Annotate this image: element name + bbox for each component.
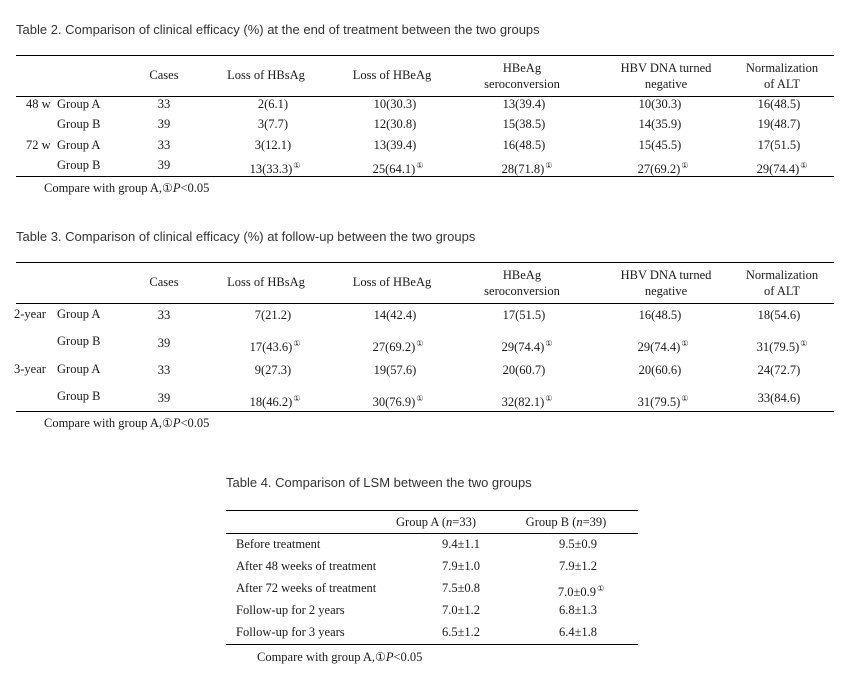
footnote-mark: ① <box>162 181 173 195</box>
significance-mark: ① <box>681 394 689 403</box>
table3-row1-c3: 17(51.5) <box>502 308 546 322</box>
table2-row3-period: 72 w <box>26 138 51 152</box>
significance-mark: ① <box>416 161 424 170</box>
table2-row4-cases: 39 <box>157 158 171 172</box>
table2-row3-c5: 17(51.5) <box>757 138 801 152</box>
table2-header-loss-hbeag: Loss of HBeAg <box>352 68 432 82</box>
significance-mark: ① <box>416 394 424 403</box>
footnote-mark: ① <box>375 650 386 664</box>
table4-row3-label: After 72 weeks of treatment <box>236 581 377 595</box>
footnote-prefix: Compare with group A, <box>257 650 376 664</box>
table3-row3-c3: 20(60.7) <box>502 363 546 377</box>
table2-row4-c5: 29(74.4) <box>756 162 800 177</box>
table2-row4-c1: 13(33.3) <box>249 162 293 177</box>
table3-row2-c3: 29(74.4) <box>501 340 545 355</box>
table2-row2-c5: 19(48.7) <box>757 117 801 131</box>
table2-header-hbeag-line1: HBeAg <box>502 61 542 75</box>
table3-header-alt-line1: Normalization <box>745 268 819 282</box>
footnote-p: P <box>172 181 181 195</box>
footnote-prefix: Compare with group A, <box>44 181 163 195</box>
significance-mark: ① <box>681 161 689 170</box>
significance-mark: ① <box>545 161 553 170</box>
table3-row4-c3: 32(82.1) <box>501 395 545 410</box>
table3-header-hbeag-line2: seroconversion <box>484 284 560 298</box>
table4-row5-a: 6.5±1.2 <box>441 625 481 639</box>
significance-mark: ① <box>545 339 553 348</box>
table2-row4-c4: 27(69.2) <box>637 162 681 177</box>
significance-mark: ① <box>293 161 301 170</box>
table3-row2-c1: 17(43.6) <box>249 340 293 355</box>
table3-row3-c1: 9(27.3) <box>254 363 292 377</box>
table4-row4-label: Follow-up for 2 years <box>236 603 345 617</box>
table4-row3-b: 7.0±0.9 <box>557 585 596 600</box>
table2-row3-c3: 16(48.5) <box>502 138 546 152</box>
table4-row1-label: Before treatment <box>236 537 321 551</box>
table3-row1-c5: 18(54.6) <box>757 308 801 322</box>
table3-row3-c5: 24(72.7) <box>757 363 801 377</box>
table3-row3-c2: 19(57.6) <box>373 363 417 377</box>
table2-row4-group: Group B <box>57 158 101 172</box>
table4-header-group-b <box>526 514 607 530</box>
footnote-suffix: <0.05 <box>180 181 210 195</box>
table2 <box>16 55 834 177</box>
table3-row2-c4-cell <box>638 336 689 355</box>
significance-mark: ① <box>416 339 424 348</box>
significance-mark: ① <box>293 394 301 403</box>
table2-header-alt-line1: Normalization <box>745 61 819 75</box>
table3-row4-c5: 33(84.6) <box>757 391 801 405</box>
table3-row1-period: 2-year <box>14 307 46 321</box>
table3-row1-c2: 14(42.4) <box>373 308 417 322</box>
header-a-text: Group A ( <box>396 515 447 529</box>
table3-row2-c4: 29(74.4) <box>637 340 681 355</box>
table2-row1-cases: 33 <box>157 97 171 111</box>
table3-row4-c4: 31(79.5) <box>637 395 681 410</box>
table2-row1-c1: 2(6.1) <box>257 97 289 111</box>
table2-row1-c4: 10(30.3) <box>638 97 682 111</box>
table2-header-hbvdna-line1: HBV DNA turned <box>620 61 712 75</box>
table2-row4-c4-cell <box>638 158 689 177</box>
table2-header-cases: Cases <box>149 68 179 82</box>
table3-row4-c2-cell <box>373 391 424 410</box>
table3-row3-period: 3-year <box>14 362 46 376</box>
table4-caption: Table 4. Comparison of LSM between the two groups <box>226 475 532 490</box>
table3-row2-c2: 27(69.2) <box>372 340 416 355</box>
table2-row2-cases: 39 <box>157 117 171 131</box>
table3-row4-c1: 18(46.2) <box>249 395 293 410</box>
table2-caption: Table 2. Comparison of clinical efficacy (%) at the end of treatment between the two groups <box>16 22 540 37</box>
table2-row3-group: Group A <box>57 138 101 152</box>
table2-header-hbvdna-line2: negative <box>644 77 688 91</box>
table3-row2-cases: 39 <box>157 336 171 350</box>
table3-row2-c3-cell <box>502 336 553 355</box>
significance-mark: ① <box>681 339 689 348</box>
footnote-suffix: <0.05 <box>393 650 423 664</box>
table4-row1-b: 9.5±0.9 <box>558 537 598 551</box>
significance-mark: ① <box>545 394 553 403</box>
footnote-prefix: Compare with group A, <box>44 416 163 430</box>
table2-row2-c1: 3(7.7) <box>257 117 289 131</box>
significance-mark: ① <box>596 584 605 593</box>
table2-header-alt-line2: of ALT <box>764 77 800 91</box>
footnote-p: P <box>172 416 181 430</box>
table4-row4-a: 7.0±1.2 <box>441 603 481 617</box>
table2-row3-c2: 13(39.4) <box>373 138 417 152</box>
table3-row1-group: Group A <box>57 307 101 321</box>
footnote-p: P <box>385 650 394 664</box>
table2-row1-c2: 10(30.3) <box>373 97 417 111</box>
table3-caption: Table 3. Comparison of clinical efficacy (%) at follow-up between the two groups <box>16 229 476 244</box>
header-a-n: n <box>446 515 453 529</box>
table3-footnote <box>44 416 209 431</box>
header-b-val: =39) <box>582 515 607 529</box>
table3-header-loss-hbsag: Loss of HBsAg <box>227 275 305 289</box>
table4-footnote <box>257 650 422 665</box>
table2-row4-c2: 25(64.1) <box>372 162 416 177</box>
footnote-mark: ① <box>162 416 173 430</box>
table4-row4-b: 6.8±1.3 <box>558 603 598 617</box>
header-b-n: n <box>576 515 583 529</box>
table3-row1-cases: 33 <box>157 308 171 322</box>
table3-row4-group: Group B <box>57 389 101 403</box>
table3-row2-c5: 31(79.5) <box>756 340 800 355</box>
table3-row2-group: Group B <box>57 334 101 348</box>
table4-header-group-a <box>396 514 476 530</box>
header-a-val: =33) <box>452 515 476 529</box>
table2-row4-c3-cell <box>502 158 553 177</box>
table4-row5-b: 6.4±1.8 <box>558 625 598 639</box>
table3-row1-c4: 16(48.5) <box>638 308 682 322</box>
header-b-text: Group B ( <box>525 515 577 529</box>
table4-row2-b: 7.9±1.2 <box>558 559 598 573</box>
table2-row1-c3: 13(39.4) <box>502 97 546 111</box>
table3-header-hbvdna-line2: negative <box>644 284 688 298</box>
table3-row3-group: Group A <box>57 362 101 376</box>
significance-mark: ① <box>800 161 808 170</box>
table3-row3-cases: 33 <box>157 363 171 377</box>
table2-row4-c2-cell <box>373 158 424 177</box>
table3-row4-c4-cell <box>638 391 689 410</box>
table3-header-hbeag-line1: HBeAg <box>502 268 542 282</box>
table2-row2-c2: 12(30.8) <box>373 117 417 131</box>
table3-row1-c1: 7(21.2) <box>254 308 292 322</box>
table4-row3-a: 7.5±0.8 <box>441 581 481 595</box>
table3-row4-c1-cell <box>250 391 301 410</box>
table2-row2-c3: 15(38.5) <box>502 117 546 131</box>
table2-row3-c4: 15(45.5) <box>638 138 682 152</box>
table3-row2-c1-cell <box>250 336 301 355</box>
table3-header-alt-line2: of ALT <box>764 284 800 298</box>
table4-row2-a: 7.9±1.0 <box>441 559 481 573</box>
table2-row2-group: Group B <box>57 117 101 131</box>
table3-row3-c4: 20(60.6) <box>638 363 682 377</box>
table3-row2-c2-cell <box>373 336 424 355</box>
table4 <box>226 510 638 645</box>
table2-row1-period: 48 w <box>26 97 51 111</box>
table2-row3-c1: 3(12.1) <box>254 138 292 152</box>
table2-row4-c1-cell <box>250 158 301 177</box>
table2-row1-c5: 16(48.5) <box>757 97 801 111</box>
table3-row4-cases: 39 <box>157 391 171 405</box>
table2-footnote <box>44 181 209 196</box>
table2-row4-c3: 28(71.8) <box>501 162 545 177</box>
table4-row2-label: After 48 weeks of treatment <box>236 559 377 573</box>
table2-header-loss-hbsag: Loss of HBsAg <box>227 68 305 82</box>
table4-row5-label: Follow-up for 3 years <box>236 625 345 639</box>
table3-row4-c2: 30(76.9) <box>372 395 416 410</box>
table3-header-cases: Cases <box>149 275 179 289</box>
table3 <box>16 262 834 412</box>
table2-header-hbeag-line2: seroconversion <box>484 77 560 91</box>
table4-row1-a: 9.4±1.1 <box>441 537 481 551</box>
table3-row4-c3-cell <box>502 391 553 410</box>
table4-row3-b-cell <box>558 581 604 600</box>
table3-header-loss-hbeag: Loss of HBeAg <box>352 275 432 289</box>
table2-row2-c4: 14(35.9) <box>638 117 682 131</box>
table3-header-hbvdna-line1: HBV DNA turned <box>620 268 712 282</box>
footnote-suffix: <0.05 <box>180 416 210 430</box>
table2-row4-c5-cell <box>757 158 808 177</box>
table2-row1-group: Group A <box>57 97 101 111</box>
significance-mark: ① <box>800 339 808 348</box>
table2-row3-cases: 33 <box>157 138 171 152</box>
significance-mark: ① <box>293 339 301 348</box>
table3-row2-c5-cell <box>757 336 808 355</box>
